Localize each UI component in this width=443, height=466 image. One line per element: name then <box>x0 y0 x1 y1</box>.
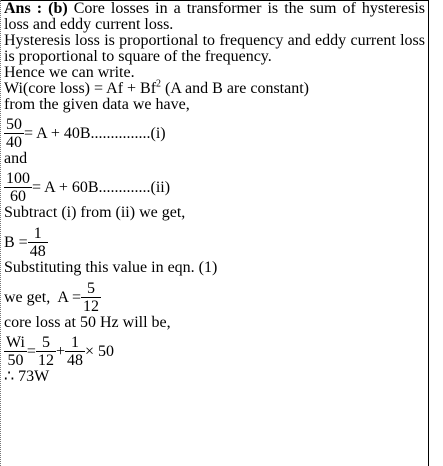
eq4-denominator: 12 <box>83 298 100 315</box>
eq5-b-denominator: 48 <box>66 352 83 369</box>
formula-right: (A and B are constant) <box>161 80 309 97</box>
intro-paragraph <box>4 1 425 33</box>
eq2-fraction <box>4 170 32 205</box>
eq2-denominator: 60 <box>10 188 26 205</box>
eq5-a-numerator: 5 <box>36 334 56 352</box>
given-data-line: from the given data we have, <box>4 96 190 113</box>
proportionality-paragraph: Hysteresis loss is proportional to frequency and eddy current loss is proportional to square of the frequency. <box>4 32 425 65</box>
eq5-a-denominator: 12 <box>37 352 54 369</box>
eq4-numerator: 5 <box>81 280 101 298</box>
left-border <box>0 0 1 466</box>
solution-content <box>4 0 425 385</box>
eq2-rhs: = A + 60B.............(ii) <box>32 178 171 196</box>
formula-left: Wi(core loss) = Af + Bf <box>4 80 157 97</box>
eq5-fraction-wi <box>4 334 27 369</box>
eq1-numerator: 50 <box>6 116 22 133</box>
subtract-line: Subtract (i) from (ii) we get, <box>4 204 186 221</box>
core-loss-formula <box>4 78 425 97</box>
eq5-fraction-b <box>65 334 85 369</box>
equation-1 <box>4 116 425 151</box>
substituting-line: Substituting this value in eqn. (1) <box>4 259 218 276</box>
eq5-plus: + <box>55 342 65 360</box>
eq1-fraction <box>4 116 24 151</box>
and-line: and <box>4 150 28 167</box>
eq5-times: × 50 <box>84 342 114 360</box>
eq4-fraction <box>81 280 101 315</box>
eq3-fraction <box>28 225 48 260</box>
intro-text: Core losses in a transformer is the sum of hysteresis loss and eddy current loss. <box>4 0 426 33</box>
answer-label: Ans : (b) <box>4 0 68 17</box>
eq5-equals: = <box>26 342 36 360</box>
result-line: ∴ 73W <box>4 368 50 385</box>
eq3-lhs: B = <box>4 233 28 251</box>
equation-5 <box>4 334 425 369</box>
eq1-rhs: = A + 40B...............(i) <box>24 124 166 142</box>
hence-line: Hence we can write. <box>4 64 135 81</box>
equation-2 <box>4 170 425 205</box>
eq4-lhs: we get, A = <box>4 288 82 306</box>
eq5-fraction-a <box>36 334 56 369</box>
eq5-b-numerator: 1 <box>65 334 85 352</box>
equation-4 <box>4 280 425 315</box>
eq2-numerator: 100 <box>6 170 30 187</box>
core-loss-50hz-line: core loss at 50 Hz will be, <box>4 314 171 331</box>
formula-exponent: 2 <box>156 78 162 90</box>
eq5-wi-numerator: Wi <box>6 334 25 351</box>
eq3-denominator: 48 <box>29 243 46 260</box>
eq1-denominator: 40 <box>6 134 22 151</box>
eq3-numerator: 1 <box>28 225 48 243</box>
right-border <box>428 0 429 466</box>
eq5-wi-denominator: 50 <box>7 352 24 369</box>
equation-3 <box>4 225 425 260</box>
